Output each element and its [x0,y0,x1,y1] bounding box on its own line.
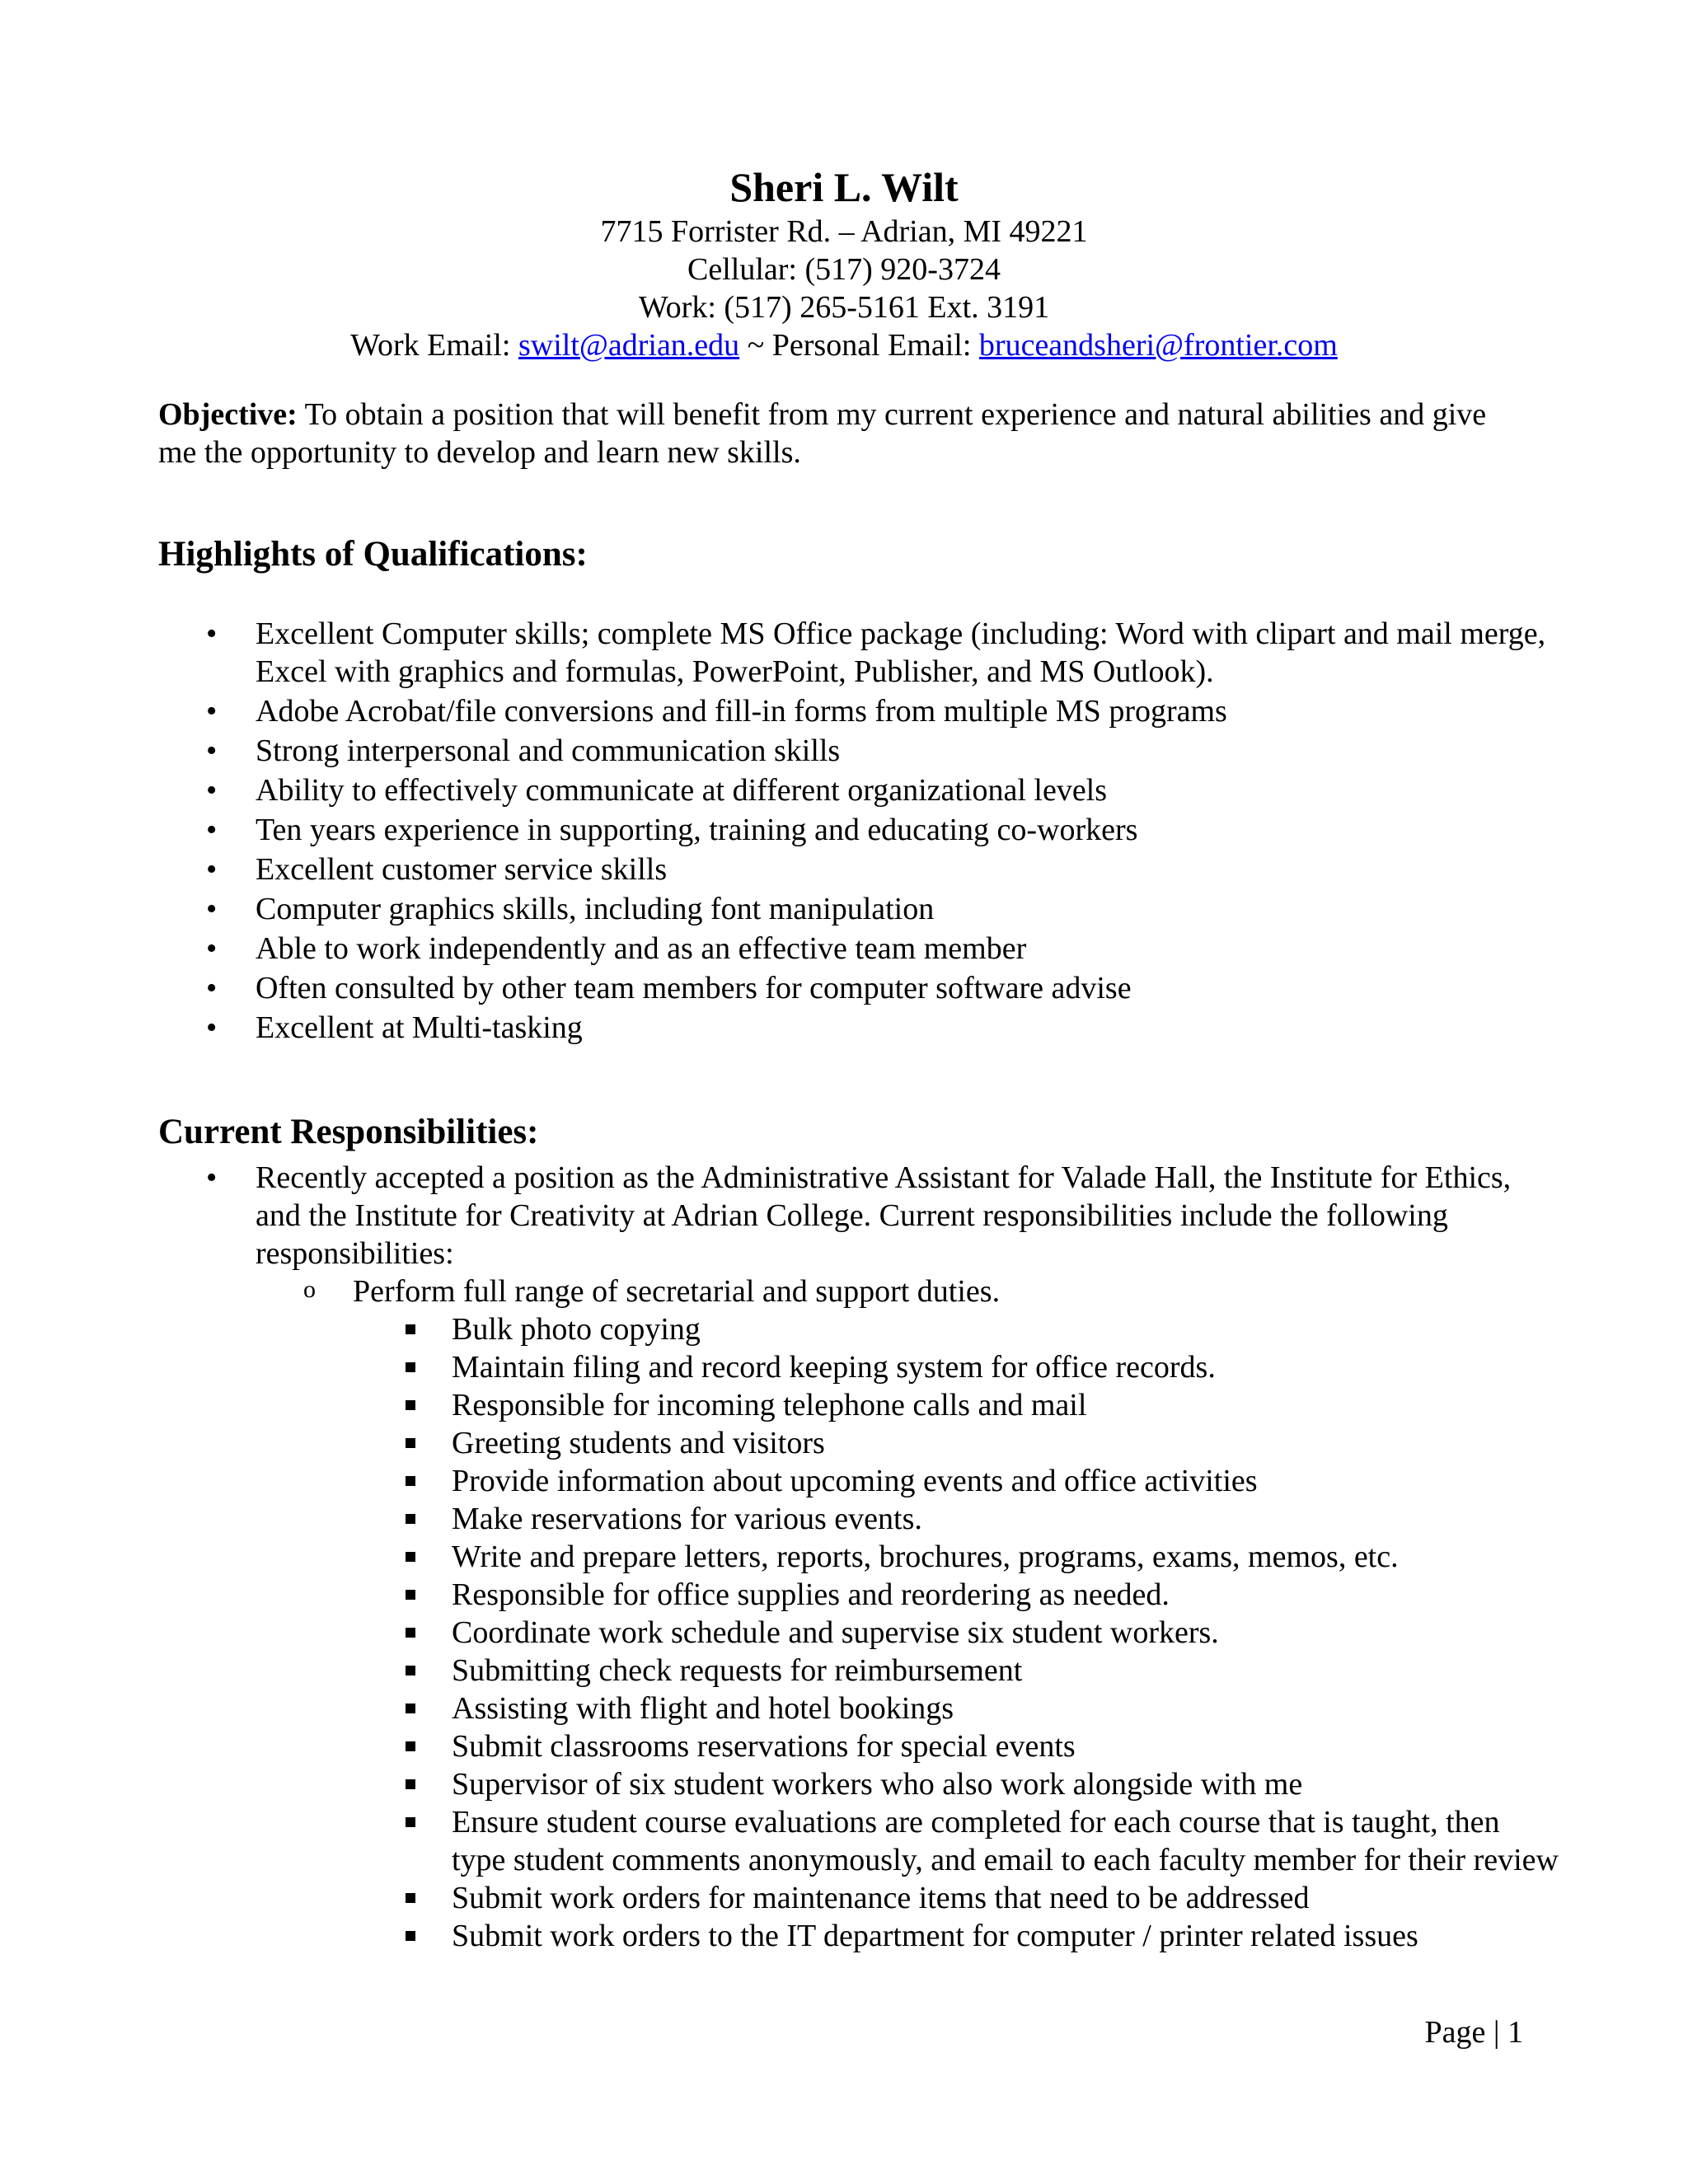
objective-text: To obtain a position that will benefit from my current experience and natural abilities and give me the opportunity to develop and learn new skills. [158,397,1487,470]
objective-label: Objective: [158,397,298,432]
responsibilities-intro: Recently accepted a position as the Administrative Assistant for Valade Hall, the Institute for Ethics, and the Institute for Creativity at Adrian College. Current responsibilities include the following responsibilities: [256,1160,1512,1271]
responsibilities-list [158,1159,1559,1955]
list-item [256,1272,1559,1955]
list-item: • Computer graphics skills, including font manipulation [158,890,1559,928]
contact-header [0,162,1688,364]
responsibilities-heading: Current Responsibilities: [158,1113,539,1151]
list-item: Make reservations for various events. [353,1500,1559,1538]
list-item: • Excellent at Multi-tasking [158,1009,1559,1047]
cellular-line: Cellular: (517) 920-3724 [687,252,1001,287]
list-item: Submit work orders for maintenance items that need to be addressed [353,1879,1559,1917]
list-item: • Excellent customer service skills [158,851,1559,888]
list-item: Greeting students and visitors [353,1424,1559,1462]
qualifications-list [158,615,1559,1047]
list-item: Responsible for office supplies and reordering as needed. [353,1576,1559,1614]
sub-item-text: Perform full range of secretarial and support duties. [353,1274,1001,1309]
objective-paragraph [158,396,1510,471]
address-line: 7715 Forrister Rd. – Adrian, MI 49221 [600,214,1088,249]
qualifications-heading: Highlights of Qualifications: [158,535,588,574]
work-email-label: Work Email: [350,328,518,363]
list-item: • Excellent Computer skills; complete MS Office package (including: Word with clipart and mail merge, Excel with graphics and formulas, PowerPoint, Publisher, and MS Outlook). [158,615,1559,691]
list-item: • Ten years experience in supporting, training and educating co-workers [158,811,1559,849]
list-item: Provide information about upcoming events and office activities [353,1462,1559,1500]
list-item: Write and prepare letters, reports, brochures, programs, exams, memos, etc. [353,1538,1559,1576]
work-phone-line: Work: (517) 265-5161 Ext. 3191 [638,290,1050,325]
list-item: • Often consulted by other team members for computer software advise [158,969,1559,1007]
list-item: Submit work orders to the IT department for computer / printer related issues [353,1917,1559,1955]
duties-list [353,1310,1559,1955]
candidate-name: Sheri L. Wilt [729,164,959,210]
list-item: Coordinate work schedule and supervise six student workers. [353,1614,1559,1652]
list-item: Submit classrooms reservations for special events [353,1727,1559,1765]
work-email-link[interactable]: swilt@adrian.edu [518,328,740,363]
list-item: Responsible for incoming telephone calls and mail [353,1386,1559,1424]
page-number: Page | 1 [1424,2015,1523,2050]
list-item: • Adobe Acrobat/file conversions and fill-in forms from multiple MS programs [158,692,1559,730]
personal-email-link[interactable]: bruceandsheri@frontier.com [978,328,1338,363]
list-item: Supervisor of six student workers who also work alongside with me [353,1765,1559,1803]
list-item: • Ability to effectively communicate at different organizational levels [158,771,1559,809]
list-item: Bulk photo copying [353,1310,1559,1348]
list-item: • Able to work independently and as an effective team member [158,930,1559,968]
personal-email-label: ~ Personal Email: [739,328,979,363]
list-item: Assisting with flight and hotel bookings [353,1690,1559,1727]
email-line [0,326,1688,364]
list-item [158,1159,1559,1955]
list-item: • Strong interpersonal and communication skills [158,732,1559,770]
list-item: Submitting check requests for reimbursement [353,1652,1559,1690]
sub-list [256,1272,1559,1955]
list-item: Ensure student course evaluations are completed for each course that is taught, then type student comments anonymously, and email to each faculty member for their review [353,1803,1559,1879]
list-item: Maintain filing and record keeping system for office records. [353,1348,1559,1386]
